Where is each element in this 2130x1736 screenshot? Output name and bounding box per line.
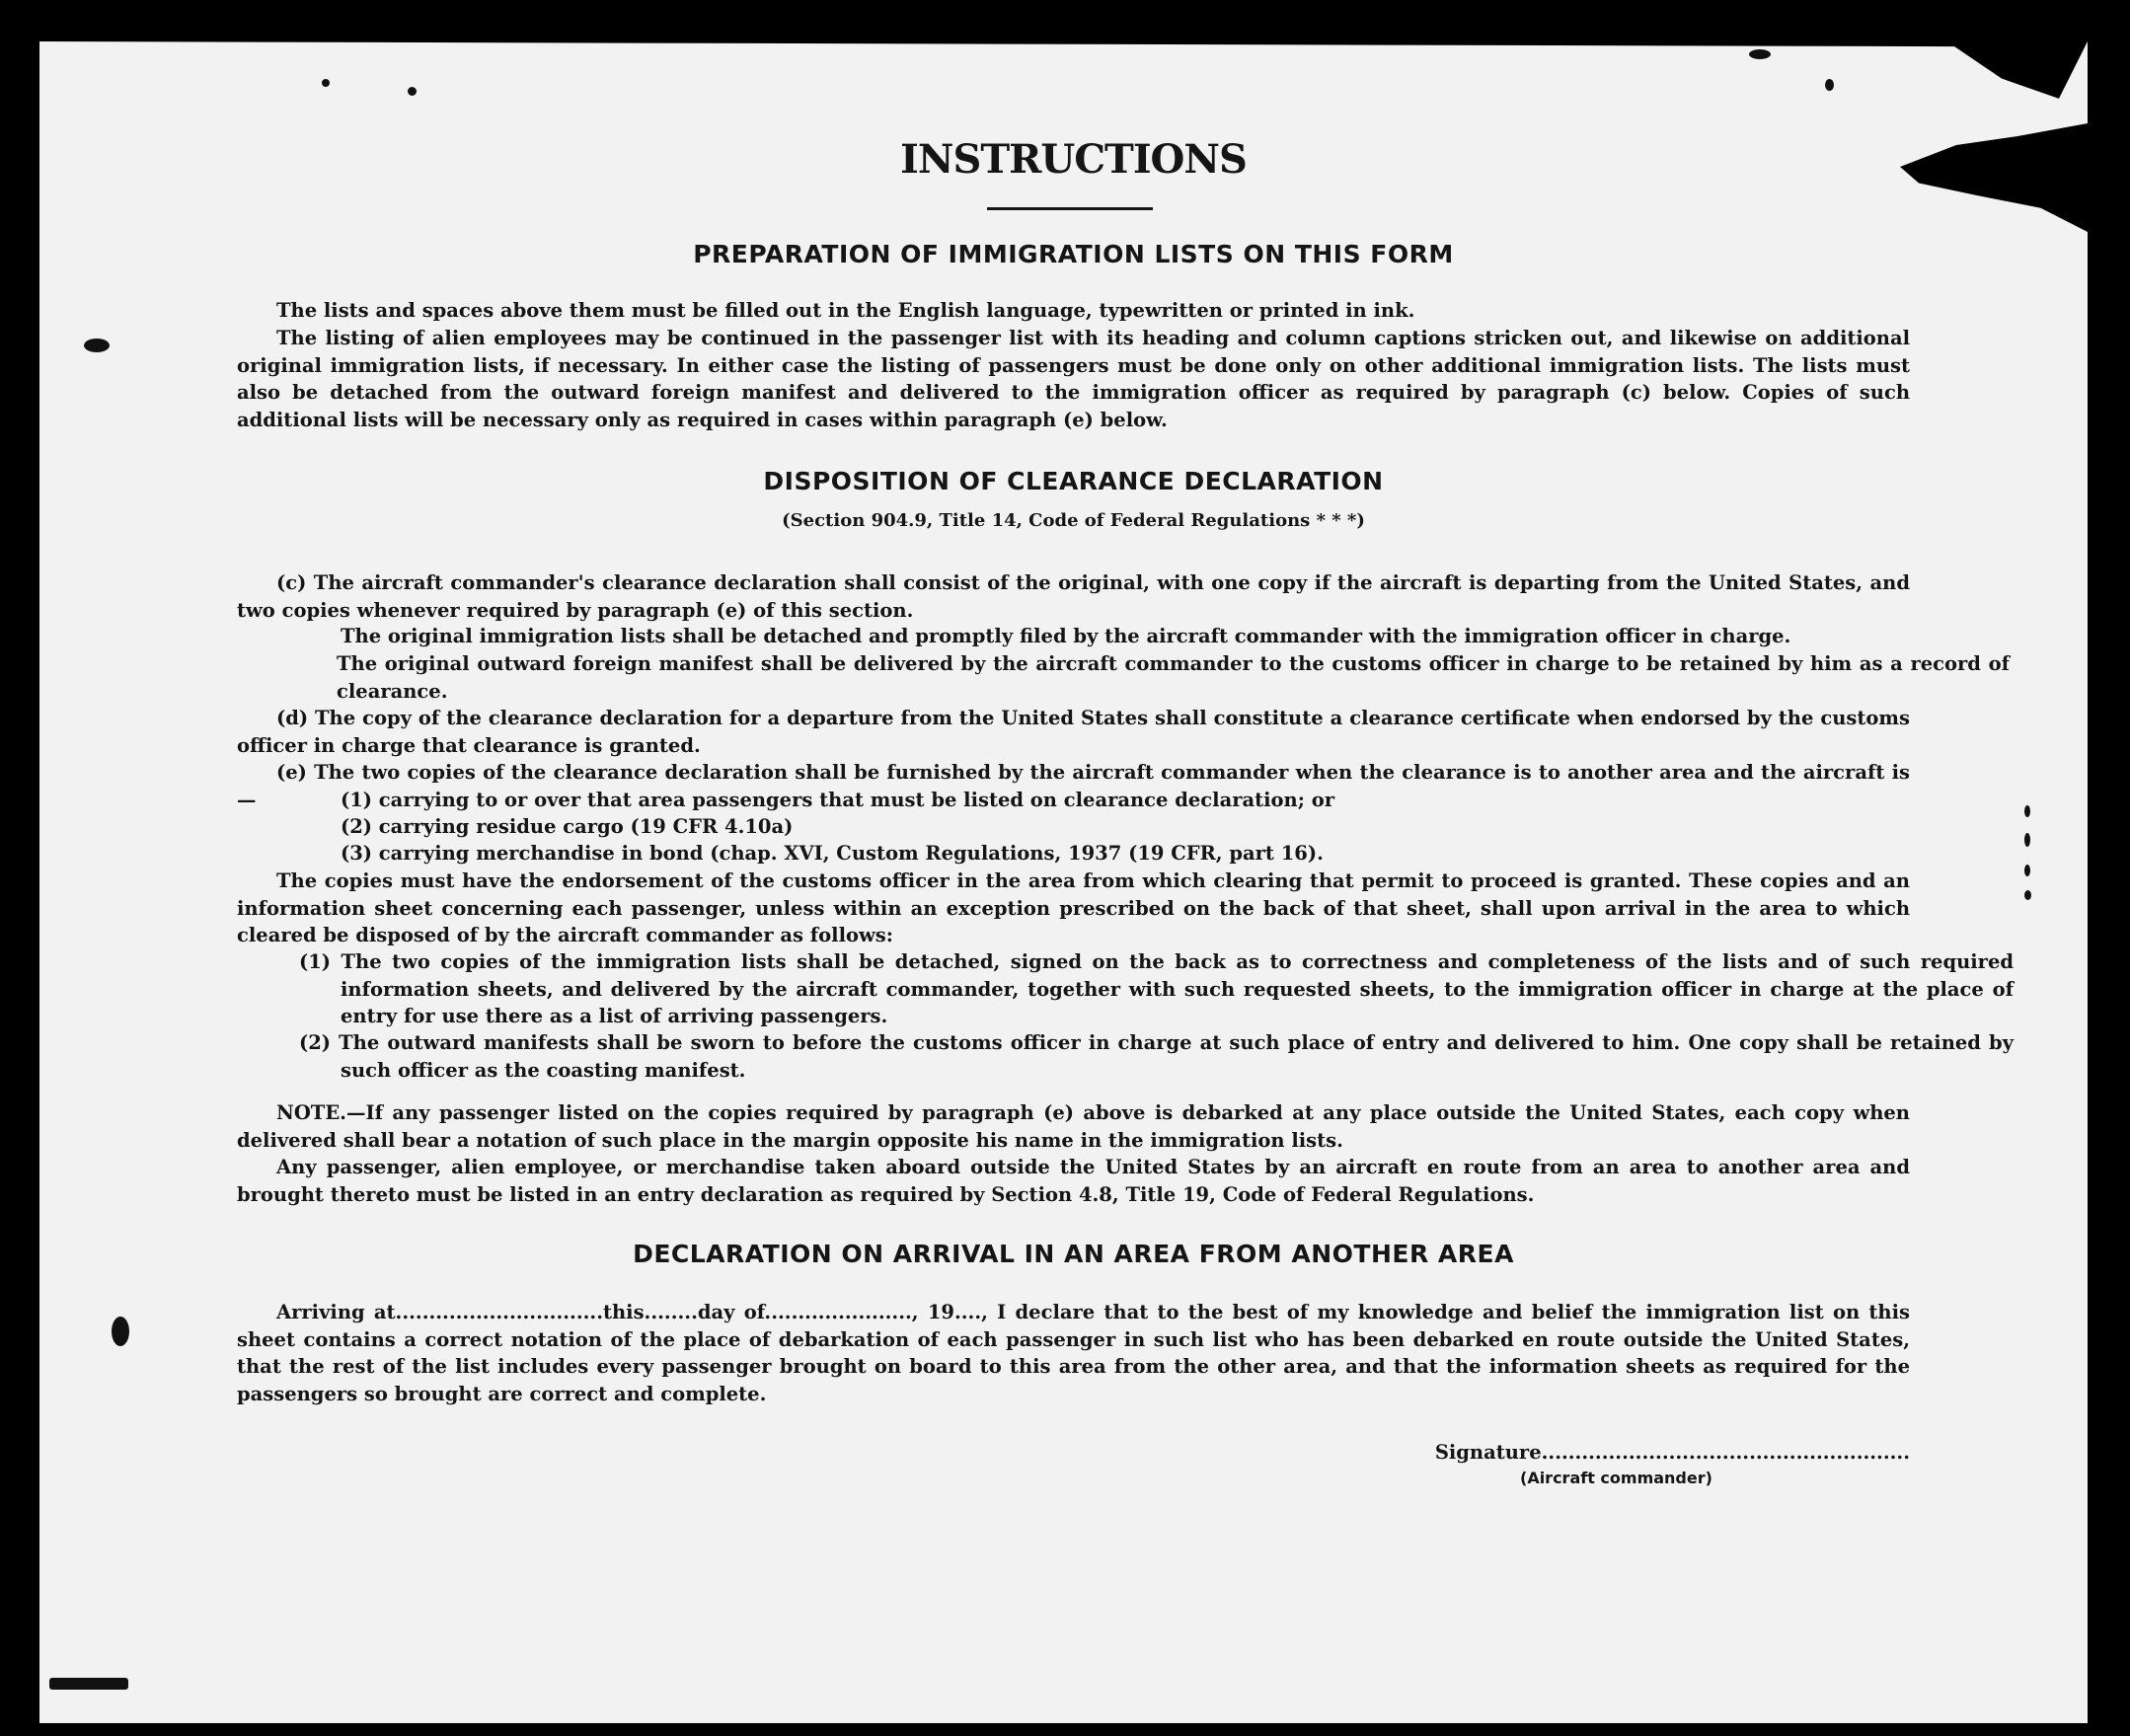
paragraph-e: (e) The two copies of the clearance declaration shall be furnished by the aircraft commander when the clearance is to another area and the aircraft is— — [237, 761, 1910, 811]
speck — [49, 1678, 128, 1690]
disposition-subheading: (Section 904.9, Title 14, Code of Federal Regulations * * *) — [782, 510, 1365, 531]
paragraph-copies: The copies must have the endorsement of the customs officer in the area from which clearing that permit to proceed is granted. These copies and an information sheet concerning each passenger, unless within an exception prescribed on the back of that sheet, shall upon arrival in the area to which cleared be disposed of by the aircraft commander as follows: — [237, 869, 1910, 946]
speck — [2024, 890, 2031, 900]
preparation-p1: The lists and spaces above them must be filled out in the English language, typewritten or printed in ink. — [276, 299, 1415, 322]
speck — [1825, 79, 1834, 91]
speck — [112, 1317, 129, 1346]
speck — [2024, 865, 2030, 876]
paragraph-e-2: (2) carrying residue cargo (19 CFR 4.10a) — [341, 815, 794, 838]
paragraph-c-1: The original immigration lists shall be detached and promptly filed by the aircraft commander with the immigration officer in charge. — [341, 625, 1791, 647]
any-passenger-paragraph: Any passenger, alien employee, or merchandise taken aboard outside the United States by an aircraft en route from an area to another area and brought thereto must be listed in an entry declaration as required by Section 4.8, Title 19, Code of Federal Regulations. — [237, 1156, 1910, 1206]
preparation-heading: PREPARATION OF IMMIGRATION LISTS ON THIS FORM — [693, 240, 1454, 268]
paragraph-c-2: The original outward foreign manifest shall be delivered by the aircraft commander to the customs officer in charge to be retained by him as a record of clearance. — [337, 652, 2010, 703]
title-rule — [987, 207, 1153, 210]
speck — [1749, 49, 1771, 59]
speck — [322, 79, 330, 87]
paragraph-e-3: (3) carrying merchandise in bond (chap. XVI, Custom Regulations, 1937 (19 CFR, part 16). — [341, 842, 1324, 865]
speck — [84, 339, 110, 352]
speck — [408, 87, 417, 96]
arrival-heading: DECLARATION ON ARRIVAL IN AN AREA FROM ANOTHER AREA — [633, 1240, 1514, 1268]
paragraph-f-1: (1) The two copies of the immigration lists shall be detached, signed on the back as to correctness and completeness of the lists and of such required information sheets, and delivered by the aircraft commander, together with such requested sheets, to the immigration officer in charge at the place of entry for use there as a list of arriving passengers. — [299, 950, 2014, 1027]
page-title: INSTRUCTIONS — [900, 136, 1247, 183]
paragraph-c: (c) The aircraft commander's clearance declaration shall consist of the original, with one copy if the aircraft is departing from the United States, and two copies whenever required by paragraph (e) of this section. — [237, 571, 1910, 622]
paragraph-d: (d) The copy of the clearance declaration for a departure from the United States shall constitute a clearance certificate when endorsed by the customs officer in charge that clearance is granted. — [237, 707, 1910, 757]
arrival-declaration-text: Arriving at...............................this........day of......................, 19...., I declare that to the best of my knowledge and belief the immigration list on this sheet contains a correct notation of the place of debarkation of each passenger in such list who has been debarked en route outside the United States, that the rest of the list includes every passenger brought on board to this area from the other area, and that the information sheets as required for the passengers so brought are correct and complete. — [237, 1301, 1910, 1405]
note-paragraph: NOTE.—If any passenger listed on the copies required by paragraph (e) above is debarked at any place outside the United States, each copy when delivered shall bear a notation of such place in the margin opposite his name in the immigration lists. — [237, 1101, 1910, 1152]
speck — [2024, 805, 2030, 817]
paragraph-f-2: (2) The outward manifests shall be sworn to before the customs officer in charge at such place of entry and delivered to him. One copy shall be retained by such officer as the coasting manifest. — [299, 1031, 2014, 1082]
signature-field[interactable]: Signature....................................................... — [1434, 1441, 1910, 1464]
speck — [2024, 833, 2030, 847]
preparation-p2: The listing of alien employees may be continued in the passenger list with its heading and column captions stricken out, and likewise on additional original immigration lists, if necessary. In either case the listing of passengers must be done only on other additional immigration lists. The lists must also be detached from the outward foreign manifest and delivered to the immigration officer as required by paragraph (c) below. Copies of such additional lists will be necessary only as required in cases within paragraph (e) below. — [237, 327, 1910, 431]
disposition-heading: DISPOSITION OF CLEARANCE DECLARATION — [763, 467, 1384, 495]
paragraph-e-1: (1) carrying to or over that area passengers that must be listed on clearance declaration; or — [341, 789, 1334, 811]
signature-caption: (Aircraft commander) — [1520, 1469, 1712, 1487]
